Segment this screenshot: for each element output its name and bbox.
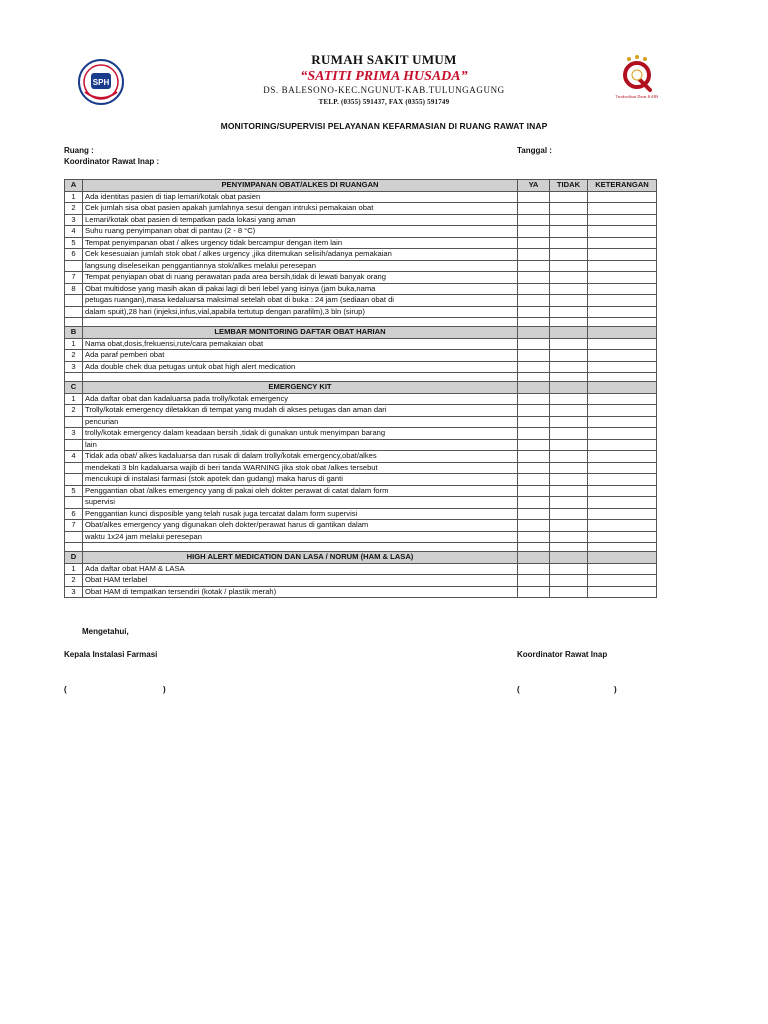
checklist-row xyxy=(65,575,657,587)
tidak-checkbox-cell[interactable] xyxy=(550,497,588,509)
keterangan-cell[interactable] xyxy=(588,361,657,373)
keterangan-cell[interactable] xyxy=(588,393,657,405)
item-text: Ada identitas pasien di tiap lemari/kotak obat pasien xyxy=(83,191,518,203)
ya-checkbox-cell[interactable] xyxy=(518,393,550,405)
checklist-row xyxy=(65,563,657,575)
keterangan-cell[interactable] xyxy=(588,338,657,350)
tidak-checkbox-cell[interactable] xyxy=(550,531,588,543)
section-header-cell xyxy=(588,382,657,394)
logo-left-text: SPH xyxy=(92,78,110,87)
keterangan-cell[interactable] xyxy=(588,214,657,226)
item-number: 3 xyxy=(65,586,83,598)
keterangan-cell[interactable] xyxy=(588,520,657,532)
item-text: Ada daftar obat dan kadaluarsa pada trolly/kotak emergency xyxy=(83,393,518,405)
keterangan-cell[interactable] xyxy=(588,531,657,543)
ya-checkbox-cell[interactable] xyxy=(518,451,550,463)
checklist-row xyxy=(65,249,657,261)
spacer-cell xyxy=(518,543,550,552)
item-text: Trolly/kotak emergency diletakkan di tempat yang mudah di akses petugas dan aman dari xyxy=(83,405,518,417)
ruang-label: Ruang : xyxy=(64,146,94,155)
checklist-row xyxy=(65,416,657,428)
checklist-row xyxy=(65,214,657,226)
tidak-checkbox-cell[interactable] xyxy=(550,520,588,532)
ya-checkbox-cell[interactable] xyxy=(518,283,550,295)
kepala-farmasi-title: Kepala Instalasi Farmasi xyxy=(64,650,158,659)
keterangan-cell[interactable] xyxy=(588,260,657,272)
item-number xyxy=(65,497,83,509)
ya-checkbox-cell[interactable] xyxy=(518,237,550,249)
section-title: PENYIMPANAN OBAT/ALKES DI RUANGAN xyxy=(83,180,518,192)
keterangan-cell[interactable] xyxy=(588,451,657,463)
spacer-row xyxy=(65,373,657,382)
item-text: petugas ruangan),masa kedaluarsa maksimal setelah obat di buka : 24 jam (sediaan obat di xyxy=(83,295,518,307)
keterangan-cell[interactable] xyxy=(588,226,657,238)
keterangan-cell[interactable] xyxy=(588,485,657,497)
tidak-checkbox-cell[interactable] xyxy=(550,462,588,474)
item-text: Ada daftar obat HAM & LASA xyxy=(83,563,518,575)
checklist-row xyxy=(65,405,657,417)
section-header-row xyxy=(65,382,657,394)
item-number: 2 xyxy=(65,203,83,215)
item-text: waktu 1x24 jam melalui peresepan xyxy=(83,531,518,543)
tidak-checkbox-cell[interactable] xyxy=(550,350,588,362)
checklist-row xyxy=(65,393,657,405)
ya-checkbox-cell[interactable] xyxy=(518,338,550,350)
section-header-cell xyxy=(588,327,657,339)
item-number: 5 xyxy=(65,237,83,249)
column-header-ya: YA xyxy=(518,180,550,192)
right-signature-open: ( xyxy=(517,685,520,694)
section-header-cell xyxy=(518,327,550,339)
item-number xyxy=(65,306,83,318)
hospital-phone: TELP. (0355) 591437, FAX (0355) 591749 xyxy=(318,98,450,106)
spacer-cell xyxy=(83,373,518,382)
checklist-row xyxy=(65,306,657,318)
item-text: Obat HAM di tempatkan tersendiri (kotak / plastik merah) xyxy=(83,586,518,598)
checklist-row xyxy=(65,361,657,373)
ya-checkbox-cell[interactable] xyxy=(518,563,550,575)
checklist-row xyxy=(65,272,657,284)
right-signature-close: ) xyxy=(614,685,617,694)
spacer-cell xyxy=(65,373,83,382)
tidak-checkbox-cell[interactable] xyxy=(550,361,588,373)
item-number: 4 xyxy=(65,226,83,238)
ya-checkbox-cell[interactable] xyxy=(518,416,550,428)
tidak-checkbox-cell[interactable] xyxy=(550,306,588,318)
ya-checkbox-cell[interactable] xyxy=(518,474,550,486)
column-header-tidak: TIDAK xyxy=(550,180,588,192)
ya-checkbox-cell[interactable] xyxy=(518,405,550,417)
section-header-cell xyxy=(518,552,550,564)
checklist-row xyxy=(65,462,657,474)
item-number: 6 xyxy=(65,249,83,261)
column-header-keterangan: KETERANGAN xyxy=(588,180,657,192)
tidak-checkbox-cell[interactable] xyxy=(550,338,588,350)
ya-checkbox-cell[interactable] xyxy=(518,508,550,520)
left-signature-open: ( xyxy=(64,685,67,694)
item-text: Cek jumlah sisa obat pasien apakah jumlahnya sesui dengan intruksi pemakaian obat xyxy=(83,203,518,215)
checklist-row xyxy=(65,203,657,215)
checklist-row xyxy=(65,237,657,249)
tidak-checkbox-cell[interactable] xyxy=(550,295,588,307)
tidak-checkbox-cell[interactable] xyxy=(550,203,588,215)
section-header-cell xyxy=(550,382,588,394)
ya-checkbox-cell[interactable] xyxy=(518,531,550,543)
tidak-checkbox-cell[interactable] xyxy=(550,272,588,284)
item-number xyxy=(65,260,83,272)
ya-checkbox-cell[interactable] xyxy=(518,191,550,203)
tidak-checkbox-cell[interactable] xyxy=(550,439,588,451)
spacer-cell xyxy=(83,318,518,327)
checklist-row xyxy=(65,191,657,203)
item-text: Ada double chek dua petugas untuk obat high alert medication xyxy=(83,361,518,373)
section-letter: A xyxy=(65,180,83,192)
spacer-row xyxy=(65,543,657,552)
item-number xyxy=(65,474,83,486)
keterangan-cell[interactable] xyxy=(588,283,657,295)
tidak-checkbox-cell[interactable] xyxy=(550,508,588,520)
ya-checkbox-cell[interactable] xyxy=(518,226,550,238)
keterangan-cell[interactable] xyxy=(588,405,657,417)
tidak-checkbox-cell[interactable] xyxy=(550,191,588,203)
document-title: MONITORING/SUPERVISI PELAYANAN KEFARMASIAN DI RUANG RAWAT INAP xyxy=(220,121,548,131)
spacer-cell xyxy=(65,318,83,327)
spacer-cell xyxy=(83,543,518,552)
section-title: EMERGENCY KIT xyxy=(83,382,518,394)
ya-checkbox-cell[interactable] xyxy=(518,428,550,440)
ya-checkbox-cell[interactable] xyxy=(518,295,550,307)
item-number: 3 xyxy=(65,361,83,373)
keterangan-cell[interactable] xyxy=(588,350,657,362)
section-header-cell xyxy=(550,327,588,339)
keterangan-cell[interactable] xyxy=(588,306,657,318)
tidak-checkbox-cell[interactable] xyxy=(550,416,588,428)
checklist-row xyxy=(65,350,657,362)
tidak-checkbox-cell[interactable] xyxy=(550,563,588,575)
tidak-checkbox-cell[interactable] xyxy=(550,283,588,295)
tidak-checkbox-cell[interactable] xyxy=(550,393,588,405)
item-text: Lemari/kotak obat pasien di tempatkan pada lokasi yang aman xyxy=(83,214,518,226)
item-text: Penggantian obat /alkes emergency yang di pakai oleh dokter perawat di catat dalam form xyxy=(83,485,518,497)
ya-checkbox-cell[interactable] xyxy=(518,249,550,261)
keterangan-cell[interactable] xyxy=(588,575,657,587)
tidak-checkbox-cell[interactable] xyxy=(550,428,588,440)
checklist-row xyxy=(65,474,657,486)
item-number: 1 xyxy=(65,191,83,203)
keterangan-cell[interactable] xyxy=(588,237,657,249)
checklist-row xyxy=(65,485,657,497)
checklist-row xyxy=(65,260,657,272)
keterangan-cell[interactable] xyxy=(588,203,657,215)
checklist-row xyxy=(65,439,657,451)
item-text: supervisi xyxy=(83,497,518,509)
spacer-cell xyxy=(550,373,588,382)
item-text: lain xyxy=(83,439,518,451)
ya-checkbox-cell[interactable] xyxy=(518,306,550,318)
keterangan-cell[interactable] xyxy=(588,563,657,575)
tidak-checkbox-cell[interactable] xyxy=(550,485,588,497)
checklist-row xyxy=(65,295,657,307)
item-number xyxy=(65,416,83,428)
ya-checkbox-cell[interactable] xyxy=(518,485,550,497)
item-number: 1 xyxy=(65,338,83,350)
item-text: dalam spuit),28 hari (injeksi,infus,vial,apabila tertutup dengan parafilm),3 bln (sirup) xyxy=(83,306,518,318)
item-number: 3 xyxy=(65,214,83,226)
item-text: Tempat penyimpanan obat / alkes urgency tidak bercampur dengan item lain xyxy=(83,237,518,249)
checklist-row xyxy=(65,428,657,440)
ya-checkbox-cell[interactable] xyxy=(518,520,550,532)
checklist-row xyxy=(65,531,657,543)
keterangan-cell[interactable] xyxy=(588,497,657,509)
tidak-checkbox-cell[interactable] xyxy=(550,451,588,463)
hospital-name: “SATITI PRIMA HUSADA” xyxy=(300,69,468,84)
checklist-row xyxy=(65,338,657,350)
section-header-row xyxy=(65,180,657,192)
mengetahui-label: Mengetahui, xyxy=(82,627,129,636)
item-number: 6 xyxy=(65,508,83,520)
ya-checkbox-cell[interactable] xyxy=(518,361,550,373)
item-text: Tidak ada obat/ alkes kadaluarsa dan rusak di dalam trolly/kotak emergency,obat/alkes xyxy=(83,451,518,463)
ya-checkbox-cell[interactable] xyxy=(518,586,550,598)
item-text: Obat multidose yang masih akan di pakai lagi di beri lebel yang isinya (jam buka,nama xyxy=(83,283,518,295)
keterangan-cell[interactable] xyxy=(588,249,657,261)
ya-checkbox-cell[interactable] xyxy=(518,462,550,474)
item-number xyxy=(65,295,83,307)
section-header-row xyxy=(65,552,657,564)
spacer-cell xyxy=(518,318,550,327)
item-text: Nama obat,dosis,frekuensi,rute/cara pemakaian obat xyxy=(83,338,518,350)
item-text: Ada paraf pemberi obat xyxy=(83,350,518,362)
spacer-cell xyxy=(550,318,588,327)
item-number: 3 xyxy=(65,428,83,440)
spacer-cell xyxy=(518,373,550,382)
checklist-row xyxy=(65,451,657,463)
tidak-checkbox-cell[interactable] xyxy=(550,214,588,226)
checklist-row xyxy=(65,497,657,509)
item-number xyxy=(65,439,83,451)
spacer-cell xyxy=(588,543,657,552)
item-text: mencukupi di instalasi farmasi (stok apotek dan gudang) maka harus di ganti xyxy=(83,474,518,486)
item-number: 8 xyxy=(65,283,83,295)
koordinator-title: Koordinator Rawat Inap xyxy=(517,650,608,659)
item-text: Cek kesesuaian jumlah stok obat / alkes urgency ,jika ditemukan selisih/adanya pemakaian xyxy=(83,249,518,261)
tanggal-label: Tanggal : xyxy=(517,146,552,155)
item-number xyxy=(65,462,83,474)
koordinator-label: Koordinator Rawat Inap : xyxy=(64,157,160,166)
ya-checkbox-cell[interactable] xyxy=(518,575,550,587)
keterangan-cell[interactable] xyxy=(588,508,657,520)
keterangan-cell[interactable] xyxy=(588,416,657,428)
item-text: mendekati 3 bln kadaluarsa wajib di beri tanda WARNING jika stok obat /alkes tersebut xyxy=(83,462,518,474)
ya-checkbox-cell[interactable] xyxy=(518,439,550,451)
left-signature-close: ) xyxy=(163,685,166,694)
section-title: LEMBAR MONITORING DAFTAR OBAT HARIAN xyxy=(83,327,518,339)
item-number: 2 xyxy=(65,350,83,362)
item-text: Obat/alkes emergency yang digunakan oleh dokter/perawat harus di gantikan dalam xyxy=(83,520,518,532)
section-header-cell xyxy=(588,552,657,564)
keterangan-cell[interactable] xyxy=(588,295,657,307)
keterangan-cell[interactable] xyxy=(588,439,657,451)
tidak-checkbox-cell[interactable] xyxy=(550,249,588,261)
keterangan-cell[interactable] xyxy=(588,474,657,486)
tidak-checkbox-cell[interactable] xyxy=(550,260,588,272)
hospital-type: RUMAH SAKIT UMUM xyxy=(311,52,457,67)
spacer-cell xyxy=(588,373,657,382)
keterangan-cell[interactable] xyxy=(588,462,657,474)
keterangan-cell[interactable] xyxy=(588,428,657,440)
item-text: trolly/kotak emergency dalam keadaan bersih ,tidak di gunakan untuk menyimpan barang xyxy=(83,428,518,440)
item-number: 2 xyxy=(65,405,83,417)
section-header-row xyxy=(65,327,657,339)
item-number: 1 xyxy=(65,563,83,575)
item-text: Suhu ruang penyimpanan obat di pantau (2 - 8 °C) xyxy=(83,226,518,238)
item-number xyxy=(65,531,83,543)
checklist-row xyxy=(65,226,657,238)
item-number: 4 xyxy=(65,451,83,463)
spacer-row xyxy=(65,318,657,327)
checklist-row xyxy=(65,508,657,520)
item-number: 5 xyxy=(65,485,83,497)
checklist-row xyxy=(65,586,657,598)
tidak-checkbox-cell[interactable] xyxy=(550,237,588,249)
section-header-cell xyxy=(518,382,550,394)
spacer-cell xyxy=(65,543,83,552)
item-number: 7 xyxy=(65,520,83,532)
checklist-table xyxy=(64,179,657,598)
item-text: Penggantian kunci disposible yang telah rusak juga tercatat dalam form supervisi xyxy=(83,508,518,520)
ya-checkbox-cell[interactable] xyxy=(518,203,550,215)
section-title: HIGH ALERT MEDICATION DAN LASA / NORUM (HAM & LASA) xyxy=(83,552,518,564)
tidak-checkbox-cell[interactable] xyxy=(550,474,588,486)
checklist-row xyxy=(65,520,657,532)
ya-checkbox-cell[interactable] xyxy=(518,260,550,272)
ya-checkbox-cell[interactable] xyxy=(518,497,550,509)
spacer-cell xyxy=(588,318,657,327)
section-letter: D xyxy=(65,552,83,564)
item-number: 7 xyxy=(65,272,83,284)
keterangan-cell[interactable] xyxy=(588,272,657,284)
checklist-row xyxy=(65,283,657,295)
spacer-cell xyxy=(550,543,588,552)
tidak-checkbox-cell[interactable] xyxy=(550,586,588,598)
ya-checkbox-cell[interactable] xyxy=(518,350,550,362)
tidak-checkbox-cell[interactable] xyxy=(550,405,588,417)
ya-checkbox-cell[interactable] xyxy=(518,272,550,284)
tidak-checkbox-cell[interactable] xyxy=(550,575,588,587)
item-number: 2 xyxy=(65,575,83,587)
section-header-cell xyxy=(550,552,588,564)
item-text: Obat HAM terlabel xyxy=(83,575,518,587)
section-letter: C xyxy=(65,382,83,394)
item-number: 1 xyxy=(65,393,83,405)
keterangan-cell[interactable] xyxy=(588,586,657,598)
ya-checkbox-cell[interactable] xyxy=(518,214,550,226)
item-text: langsung diseleseikan penggantiannya stok/alkes melalui peresepan xyxy=(83,260,518,272)
section-letter: B xyxy=(65,327,83,339)
hospital-address: DS. BALESONO-KEC.NGUNUT-KAB.TULUNGAGUNG xyxy=(263,85,505,95)
item-text: pencurian xyxy=(83,416,518,428)
accreditation-caption: Terakreditasi Dasar KARS xyxy=(615,94,659,99)
tidak-checkbox-cell[interactable] xyxy=(550,226,588,238)
keterangan-cell[interactable] xyxy=(588,191,657,203)
item-text: Tempat penyiapan obat di ruang perawatan pada area bersih,tidak di lewati banyak orang xyxy=(83,272,518,284)
